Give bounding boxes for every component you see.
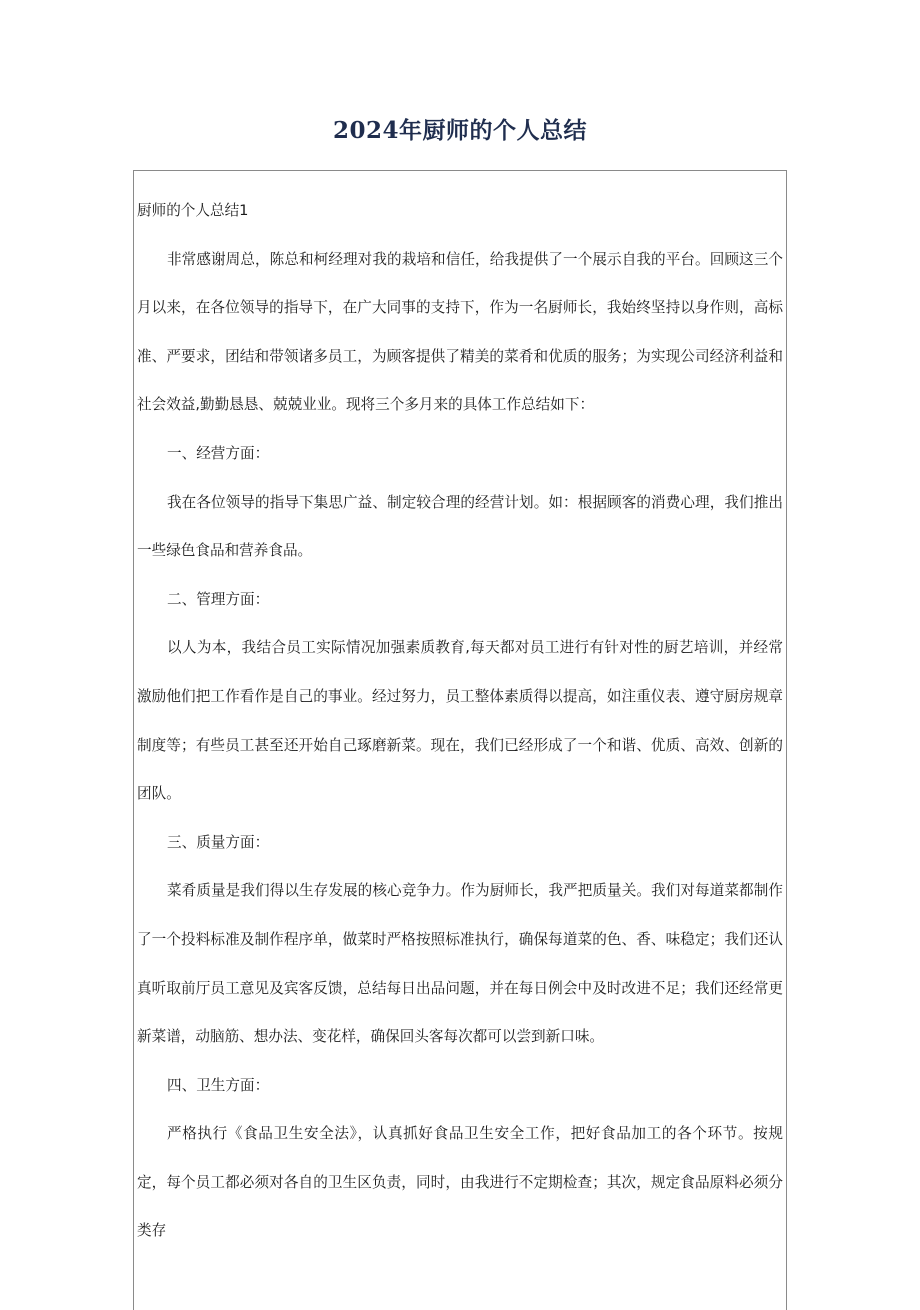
- section-label: 厨师的个人总结1: [137, 202, 249, 219]
- heading-quality: 三、质量方面：: [167, 833, 270, 851]
- document-body: [137, 187, 783, 1256]
- paragraph-hygiene: 严格执行《食品卫生安全法》，认真抓好食品卫生安全工作，把好食品加工的各个环节。按规定，每个员工都必须对各自的卫生区负责，同时，由我进行不定期检查；其次，规定食品原料必须分类存: [137, 1125, 783, 1240]
- heading-management: 二、管理方面：: [167, 590, 270, 608]
- paragraph-operations: 我在各位领导的指导下集思广益、制定较合理的经营计划。如：根据顾客的消费心理，我们推出一些绿色食品和营养食品。: [137, 493, 783, 560]
- page-title: 2024年厨师的个人总结: [332, 117, 587, 144]
- paragraph-quality: 菜肴质量是我们得以生存发展的核心竞争力。作为厨师长，我严把质量关。我们对每道菜都制作了一个投料标准及制作程序单，做菜时严格按照标准执行，确保每道菜的色、香、味稳定；我们还认真听取前厅员工意见及宾客反馈，总结每日出品问题，并在每日例会中及时改进不足；我们还经常更新菜谱，动脑筋、想办法、变花样，确保回头客每次都可以尝到新口味。: [137, 882, 783, 1046]
- paragraph-management: 以人为本，我结合员工实际情况加强素质教育,每天都对员工进行有针对性的厨艺培训，并经常激励他们把工作看作是自己的事业。经过努力，员工整体素质得以提高，如注重仪表、遵守厨房规章制度等；有些员工甚至还开始自己琢磨新菜。现在，我们已经形成了一个和谐、优质、高效、创新的团队。: [137, 639, 783, 803]
- heading-operations: 一、经营方面：: [167, 444, 270, 462]
- heading-hygiene: 四、卫生方面：: [167, 1076, 270, 1094]
- paragraph-intro: 非常感谢周总，陈总和柯经理对我的栽培和信任，给我提供了一个展示自我的平台。回顾这三个月以来，在各位领导的指导下，在广大同事的支持下，作为一名厨师长，我始终坚持以身作则，高标准、严要求，团结和带领诸多员工，为顾客提供了精美的菜肴和优质的服务；为实现公司经济利益和社会效益,勤勤恳恳、兢兢业业。现将三个多月来的具体工作总结如下：: [137, 250, 783, 414]
